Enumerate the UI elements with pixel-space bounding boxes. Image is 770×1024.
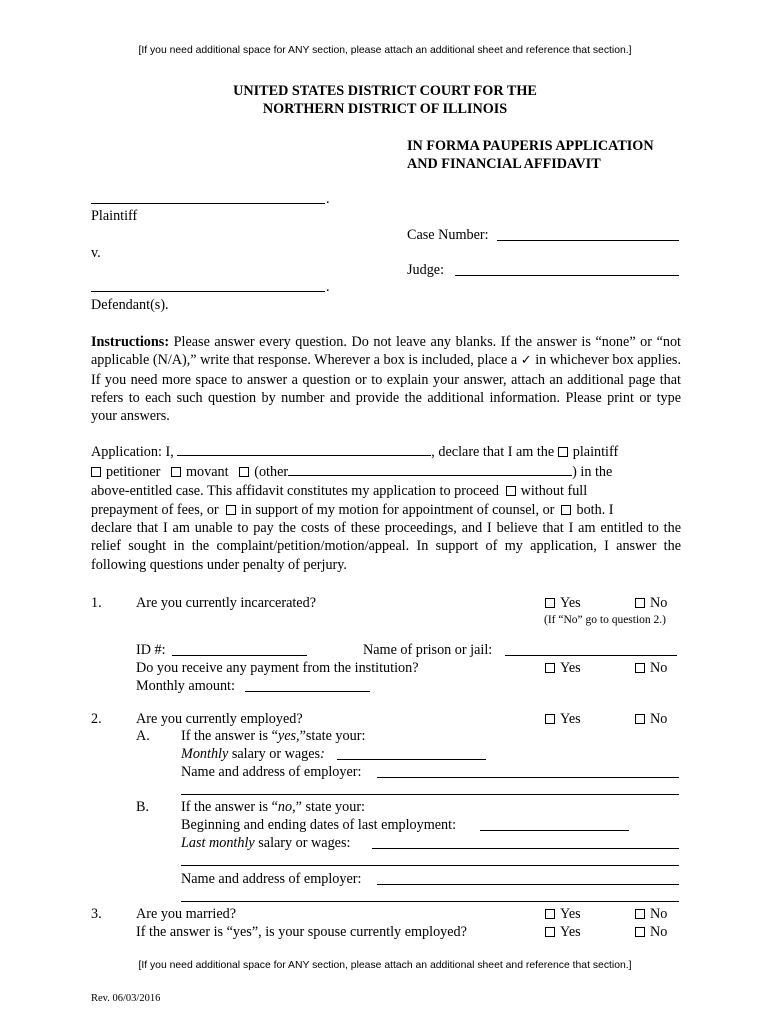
q2b-prompt [181,798,365,816]
plaintiff-label: Plaintiff [91,208,138,224]
monthly-rest: salary or wages [231,746,321,762]
spouse-no-option [635,923,667,941]
q2-yes-label: Yes [560,711,581,727]
monthly-em: Monthly [181,746,229,762]
application-line-2 [91,462,612,481]
spouse-no-label: No [650,924,668,940]
q3-no-checkbox[interactable] [635,909,645,919]
in-the-text: ) in the [572,464,613,480]
q2b-suffix: ” state your: [295,799,365,815]
q3-number: 3. [91,906,102,922]
form-title-line2: AND FINANCIAL AFFIDAVIT [407,156,601,172]
monthly-colon: : [320,746,325,762]
q2-yes-checkbox[interactable] [545,714,555,724]
q2-yes-option [545,710,581,728]
payment-no-option [635,659,667,677]
q2-no-label: No [650,711,668,727]
movant-option-label: movant [186,464,229,480]
prepayment-text: prepayment of fees, or [91,502,219,518]
application-line-1 [91,442,618,461]
q2b-letter: B. [136,799,150,815]
q1-question: Are you currently incarcerated? [136,595,316,611]
q2a-prompt [181,727,365,745]
both-checkbox[interactable] [561,505,571,515]
q2a-prefix: If the answer is “ [181,728,278,744]
employer-field-a[interactable] [377,777,679,778]
q1-yes-checkbox[interactable] [545,598,555,608]
q1-no-label: No [650,595,668,611]
employment-dates-label: Beginning and ending dates of last employment: [181,817,457,833]
other-role-field[interactable] [288,462,572,476]
q3-yes-label: Yes [560,906,581,922]
q1-no-checkbox[interactable] [635,598,645,608]
last-monthly-field-line2[interactable] [181,865,679,866]
application-line-3-text: above-entitled case. This affidavit constitutes my application to proceed [91,483,500,499]
payment-question: Do you receive any payment from the institution? [136,660,419,676]
applicant-name-field[interactable] [177,442,431,456]
application-prefix: Application: I, [91,444,174,460]
without-full-label: without full [520,483,588,499]
application-rest [91,519,681,574]
defendant-period: . [326,279,330,295]
application-rest-text: declare that I am unable to pay the costs of these proceedings, and I believe that I am entitled to the relief sought in the complaint/petition/motion/appeal. In support of my application, I answer the following questions under penalty of perjury. [91,520,681,573]
payment-yes-option [545,659,581,677]
prison-label: Name of prison or jail: [363,642,493,658]
payment-yes-checkbox[interactable] [545,663,555,673]
footer-note: [If you need additional space for ANY section, please attach an additional sheet and reference that section.] [138,960,632,971]
both-label: both. I [576,502,614,518]
q3-no-option [635,905,667,923]
q2a-yes: yes, [277,728,300,744]
plaintiff-name-field[interactable] [91,203,325,204]
plaintiff-option-label: plaintiff [572,444,619,460]
movant-checkbox[interactable] [171,467,181,477]
last-monthly-label [181,834,350,852]
judge-field[interactable] [455,275,679,276]
q3-yes-option [545,905,581,923]
prison-field[interactable] [505,655,677,656]
employer-label-a: Name and address of employer: [181,764,362,780]
instructions-text-1: Please answer every question. Do not leave any blanks. If the answer is “none” or “not applicable (N/A),” write that response. Wherever a box is included, place a [91,334,681,369]
monthly-amount-field[interactable] [245,691,370,692]
plaintiff-period: . [326,191,330,207]
payment-no-label: No [650,660,668,676]
application-line-4 [91,501,614,519]
court-name-line2: NORTHERN DISTRICT OF ILLINOIS [262,101,508,117]
employer-field-b-line2[interactable] [181,901,679,902]
employer-field-a-line2[interactable] [181,794,679,795]
id-label: ID #: [136,642,166,658]
application-declare: , declare that I am the [431,444,555,460]
spouse-no-checkbox[interactable] [635,927,645,937]
q3-question: Are you married? [136,906,237,922]
last-monthly-field[interactable] [372,848,679,849]
employer-field-b[interactable] [377,884,679,885]
q1-number: 1. [91,595,102,611]
instructions-label: Instructions: [91,334,170,350]
q2a-letter: A. [136,728,150,744]
q2-question: Are you currently employed? [136,711,303,727]
case-number-label: Case Number: [407,227,489,243]
monthly-wages-field[interactable] [337,759,486,760]
petitioner-checkbox[interactable] [91,467,101,477]
court-name-line1: UNITED STATES DISTRICT COURT FOR THE [233,83,537,99]
defendant-name-field[interactable] [91,291,325,292]
payment-no-checkbox[interactable] [635,663,645,673]
employment-dates-field[interactable] [480,830,629,831]
q1-yes-option [545,594,581,612]
spouse-yes-label: Yes [560,924,581,940]
q2-number: 2. [91,711,102,727]
spouse-yes-option [545,923,581,941]
versus-label: v. [91,245,101,261]
q1-note: (If “No” go to question 2.) [544,614,666,626]
plaintiff-checkbox[interactable] [558,447,568,457]
q2a-suffix: ”state your: [299,728,366,744]
checkmark-icon: ✓ [520,353,532,369]
q2b-no: no, [277,799,296,815]
last-monthly-rest: salary or wages: [258,835,351,851]
revision-date: Rev. 06/03/2016 [91,993,161,1004]
instructions-text-2: in whichever box applies. If you need more space to answer a question or to explain your answer, attach an additional page that refers to each such question by number and provide the additional information. Please print or type your answers. [91,352,682,425]
id-field[interactable] [172,655,307,656]
other-checkbox[interactable] [239,467,249,477]
counsel-motion-checkbox[interactable] [226,505,236,515]
q1-yes-label: Yes [560,595,581,611]
payment-yes-label: Yes [560,660,581,676]
employer-label-b: Name and address of employer: [181,871,362,887]
instructions-paragraph [91,333,681,425]
case-number-field[interactable] [497,240,679,241]
petitioner-option-label: petitioner [106,464,161,480]
counsel-motion-label: in support of my motion for appointment of counsel, or [240,502,555,518]
q3-no-label: No [650,906,668,922]
judge-label: Judge: [407,262,445,278]
header-note: [If you need additional space for ANY section, please attach an additional sheet and reference that section.] [138,45,632,56]
q3-yes-checkbox[interactable] [545,909,555,919]
q1-no-option [635,594,667,612]
q2-no-checkbox[interactable] [635,714,645,724]
application-line-3 [91,482,587,500]
last-monthly-em: Last monthly [181,835,255,851]
q2b-prefix: If the answer is “ [181,799,278,815]
form-title-line1: IN FORMA PAUPERIS APPLICATION [407,138,654,154]
q2-no-option [635,710,667,728]
other-option-label: (other [254,464,289,480]
monthly-wages-label [181,745,325,763]
monthly-amount-label: Monthly amount: [136,678,235,694]
without-full-prepayment-checkbox[interactable] [506,486,516,496]
spouse-question: If the answer is “yes”, is your spouse currently employed? [136,924,467,940]
defendant-label: Defendant(s). [91,297,169,313]
spouse-yes-checkbox[interactable] [545,927,555,937]
